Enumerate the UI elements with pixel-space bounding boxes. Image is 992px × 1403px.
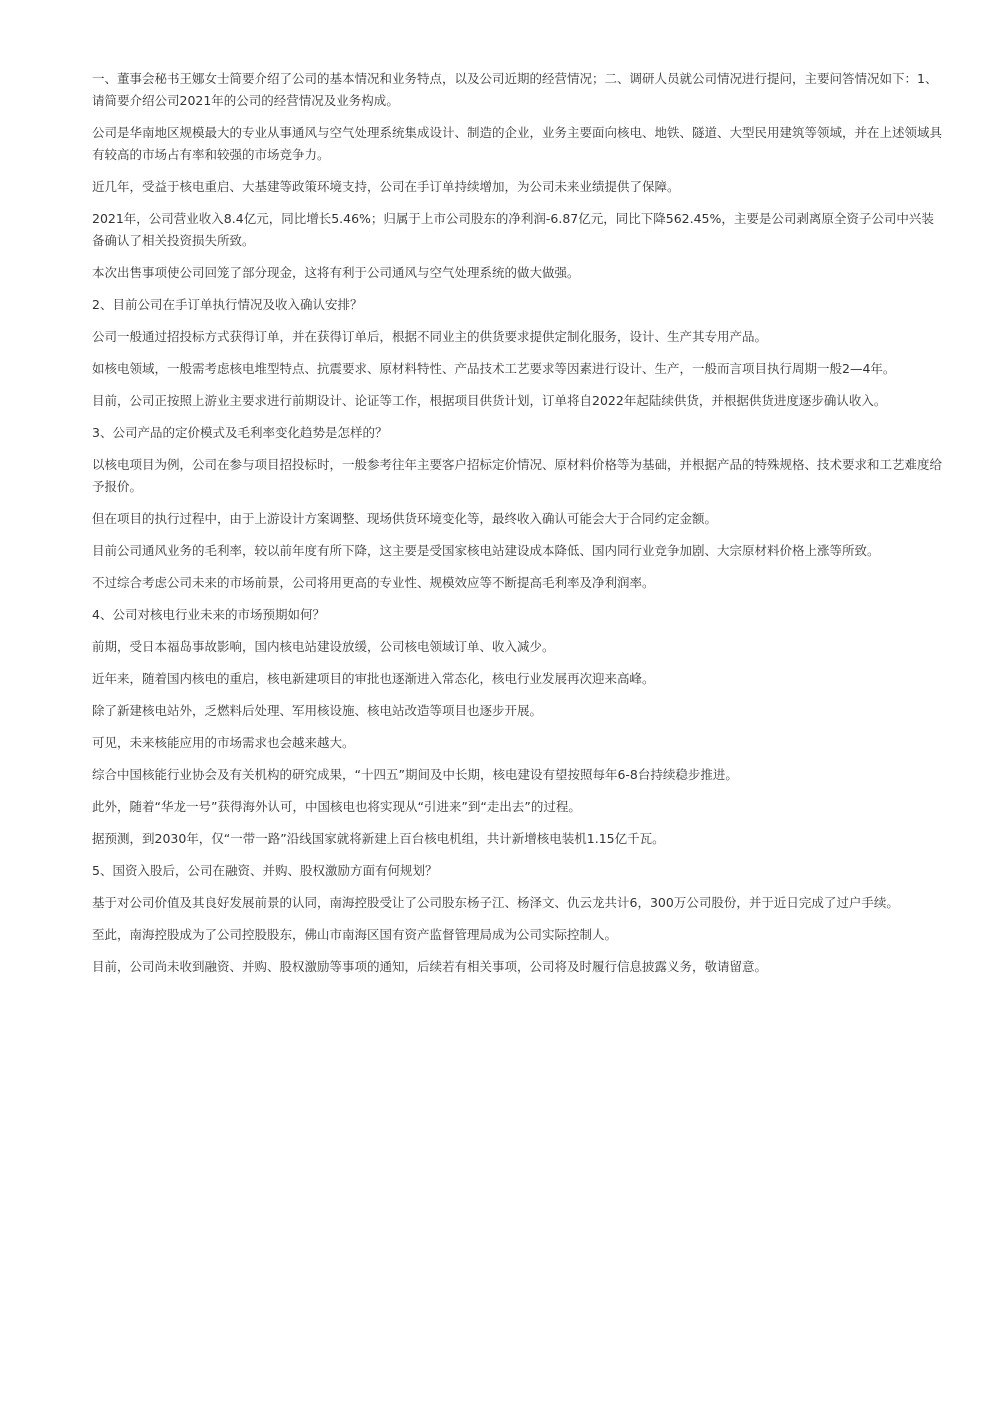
paragraph-other-projects: 除了新建核电站外，乏燃料后处理、军用核设施、核电站改造等项目也逐步开展。	[92, 703, 543, 718]
question-2: 2、目前公司在手订单执行情况及收入确认安排？	[92, 297, 363, 312]
paragraph-order-acquisition: 公司一般通过招投标方式获得订单，并在获得订单后，根据不同业主的供货要求提供定制化服务，设计、生产其专用产品。	[92, 329, 768, 344]
paragraph-restart: 近年来，随着国内核电的重启，核电新建项目的审批也逐渐进入常态化，核电行业发展再次迎来高峰。	[92, 671, 655, 686]
paragraph-margin-decline: 目前公司通风业务的毛利率，较以前年度有所下降，这主要是受国家核电站建设成本降低、国内同行业竞争加剧、大宗原材料价格上涨等所致。	[92, 543, 880, 558]
paragraph-margin-outlook: 不过综合考虑公司未来的市场前景，公司将用更高的专业性、规模效应等不断提高毛利率及净利润率。	[92, 575, 655, 590]
paragraph-nuclear-cycle: 如核电领域，一般需考虑核电堆型特点、抗震要求、原材料特性、产品技术工艺要求等因素进行设计、生产，一般而言项目执行周期一般2—4年。	[92, 361, 896, 376]
paragraph-delivery-plan: 目前，公司正按照上游业主要求进行前期设计、论证等工作，根据项目供货计划，订单将自2022年起陆续供货，并根据供货进度逐步确认收入。	[92, 393, 887, 408]
paragraph-disclosure: 目前，公司尚未收到融资、并购、股权激励等事项的通知，后续若有相关事项，公司将及时履行信息披露义务，敬请留意。	[92, 959, 768, 974]
paragraph-demand: 可见，未来核能应用的市场需求也会越来越大。	[92, 735, 355, 750]
paragraph-14th-plan: 综合中国核能行业协会及有关机构的研究成果，“十四五”期间及中长期，核电建设有望按照每年6-8台持续稳步推进。	[92, 767, 738, 782]
question-3: 3、公司产品的定价模式及毛利率变化趋势是怎样的？	[92, 425, 388, 440]
paragraph-pricing: 以核电项目为例，公司在参与项目招投标时，一般参考往年主要客户招标定价情况、原材料价格等为基础，并根据产品的特殊规格、技术要求和工艺难度给予报价。	[92, 457, 943, 494]
question-5: 5、国资入股后，公司在融资、并购、股权激励方面有何规划？	[92, 863, 438, 878]
paragraph-divestment: 本次出售事项使公司回笼了部分现金，这将有利于公司通风与空气处理系统的做大做强。	[92, 265, 580, 280]
paragraph-share-transfer: 基于对公司价值及其良好发展前景的认同，南海控股受让了公司股东杨子江、杨泽文、仇云龙共计6，300万公司股份，并于近日完成了过户手续。	[92, 895, 899, 910]
paragraph-belt-road: 据预测，到2030年，仅“一带一路”沿线国家就将新建上百台核电机组，共计新增核电装机1.15亿千瓦。	[92, 831, 665, 846]
paragraph-controlling-shareholder: 至此，南海控股成为了公司控股股东，佛山市南海区国有资产监督管理局成为公司实际控制人。	[92, 927, 618, 942]
document-body	[92, 68, 944, 988]
paragraph-company-profile: 公司是华南地区规模最大的专业从事通风与空气处理系统集成设计、制造的企业，业务主要面向核电、地铁、隧道、大型民用建筑等领域，并在上述领域具有较高的市场占有率和较强的市场竞争力。	[92, 125, 943, 162]
paragraph-orders-growth: 近几年，受益于核电重启、大基建等政策环境支持，公司在手订单持续增加，为公司未来业绩提供了保障。	[92, 179, 680, 194]
paragraph-hualong-one: 此外，随着“华龙一号”获得海外认可，中国核电也将实现从“引进来”到“走出去”的过程。	[92, 799, 581, 814]
paragraph-execution: 但在项目的执行过程中，由于上游设计方案调整、现场供货环境变化等，最终收入确认可能会大于合同约定金额。	[92, 511, 718, 526]
paragraph-intro: 一、董事会秘书王娜女士简要介绍了公司的基本情况和业务特点，以及公司近期的经营情况；二、调研人员就公司情况进行提问，主要问答情况如下：1、请简要介绍公司2021年的公司的经营情况及业务构成。	[92, 71, 938, 108]
paragraph-2021-results: 2021年，公司营业收入8.4亿元，同比增长5.46%；归属于上市公司股东的净利润-6.87亿元，同比下降562.45%，主要是公司剥离原全资子公司中兴装备确认了相关投资损失所致。	[92, 211, 934, 248]
paragraph-fukushima: 前期，受日本福岛事故影响，国内核电站建设放缓，公司核电领域订单、收入减少。	[92, 639, 555, 654]
question-4: 4、公司对核电行业未来的市场预期如何？	[92, 607, 325, 622]
